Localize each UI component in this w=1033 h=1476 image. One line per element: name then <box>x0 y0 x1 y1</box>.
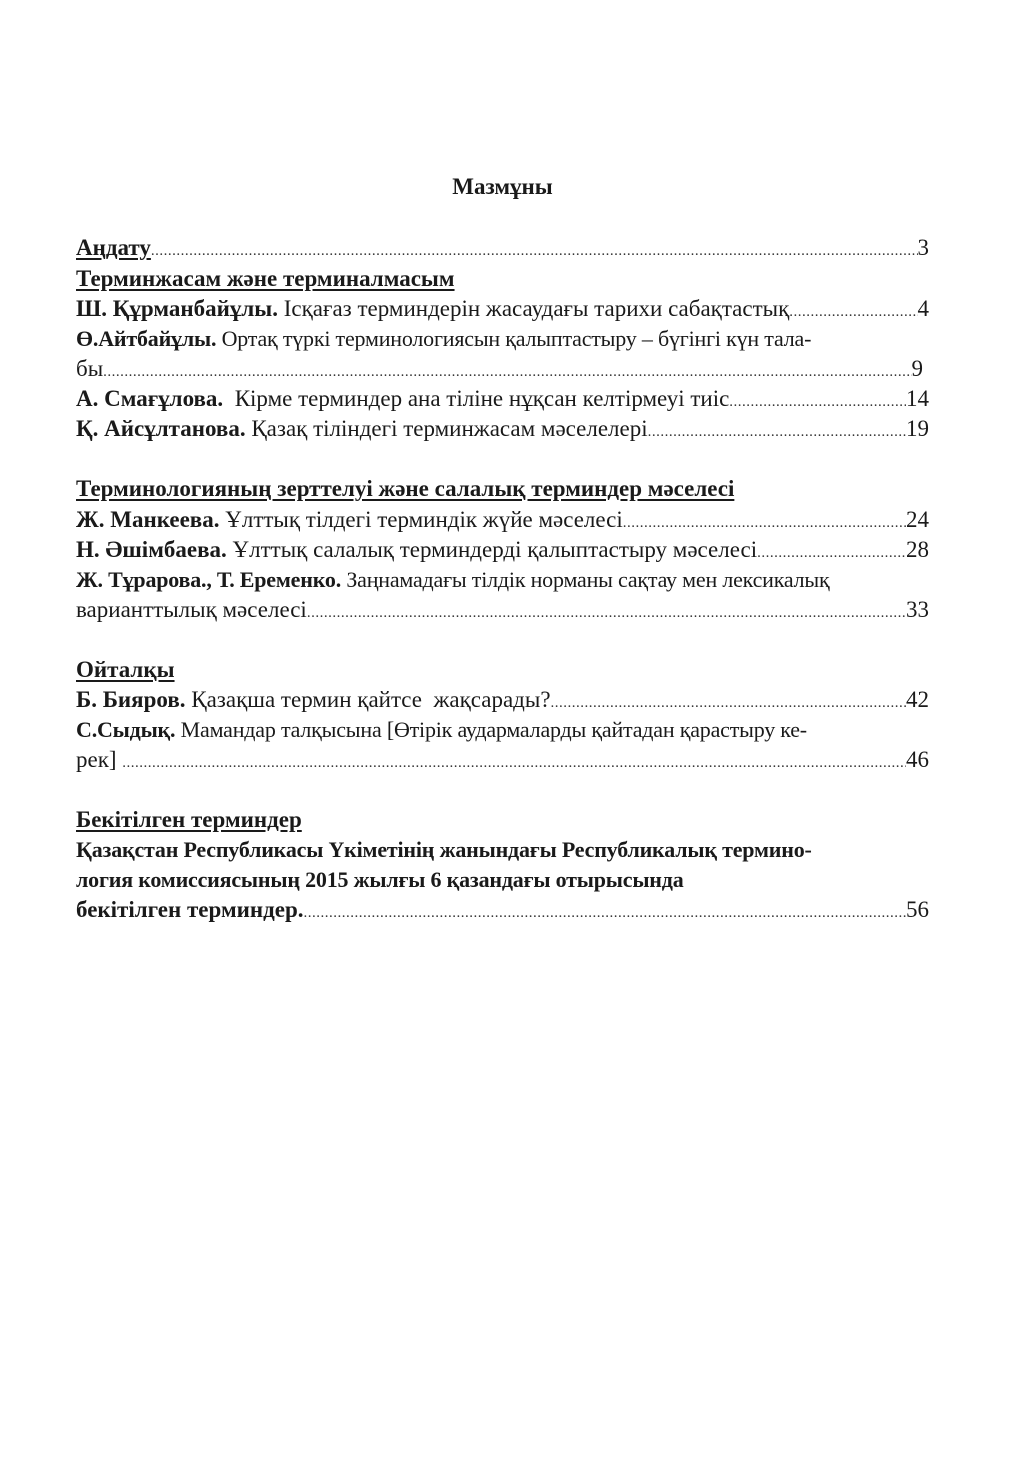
toc-page-number: 14 <box>906 386 929 411</box>
toc-entry-ashimbaeva[interactable] <box>76 535 929 565</box>
toc-leader-dots <box>304 898 907 928</box>
toc-page-number: 4 <box>917 296 929 321</box>
toc-page-number: 33 <box>906 597 929 622</box>
toc-entry-approved-line3[interactable] <box>76 895 929 925</box>
toc-page-number: 19 <box>906 416 929 441</box>
toc-entry-title: Ұлттық тілдегі терминдік жүйе мәселесі <box>225 507 623 532</box>
toc-page-number: 28 <box>906 537 929 562</box>
toc-page-number: 46 <box>906 747 929 772</box>
toc-page-number: 42 <box>906 687 929 712</box>
toc-entry-label: Аңдату <box>76 235 151 260</box>
toc-entry-aisultanova[interactable] <box>76 414 929 444</box>
section-heading-text: Ойталқы <box>76 657 175 682</box>
toc-entry-author: Ө.Айтбайұлы. <box>76 326 217 351</box>
toc-entry-author: Ж. Тұрарова., Т. Еременко. <box>76 567 341 592</box>
section-heading-terminjasam <box>76 264 929 294</box>
toc-entry-title-cont: бекітілген терминдер. <box>76 897 304 922</box>
toc-entry-title: Кірме терминдер ана тіліне нұқсан келтірмеуі тиіс <box>234 386 730 411</box>
toc-entry-title-cont: бы <box>76 356 104 381</box>
toc-entry-author: Ш. Құрманбайұлы. <box>76 296 279 321</box>
toc-entry-sydyk-line1[interactable] <box>76 715 929 745</box>
toc-entry-smagulova[interactable] <box>76 384 929 414</box>
toc-entry-author: Ж. Манкеева. <box>76 507 220 532</box>
toc-leader-dots <box>757 538 906 568</box>
section-heading-oitalky <box>76 655 929 685</box>
toc-leader-dots <box>729 387 906 417</box>
toc-page-number: 9 <box>911 356 923 381</box>
toc-entry-author: Н. Әшімбаева. <box>76 537 227 562</box>
toc-entry-turarova-line2[interactable] <box>76 595 929 625</box>
toc-entry-aitbaiuly-line2[interactable] <box>76 354 929 384</box>
toc-entry-title: Мамандар талқысына [Өтірік аудармаларды қайтадан қарастыру ке- <box>180 717 807 742</box>
section-heading-text: Терминологияның зерттелуі және салалық терминдер мәселесі <box>76 476 735 501</box>
toc-leader-dots <box>103 357 911 387</box>
toc-entry-author: Қ. Айсұлтанова. <box>76 416 246 441</box>
page-title: Мазмұны <box>452 174 553 199</box>
toc-entry-title: Заңнамадағы тілдік норманы сақтау мен лексикалық <box>346 567 830 592</box>
toc-leader-dots <box>122 748 906 778</box>
toc-entry-author: С.Сыдық. <box>76 717 176 742</box>
toc-entry-kurmanbaiuly[interactable] <box>76 294 929 324</box>
section-heading-terminology-research <box>76 474 929 504</box>
toc-page-number: 3 <box>917 235 929 260</box>
toc-entry-title-cont: варианттылық мәселесі <box>76 597 307 622</box>
toc-entry-title-cont: логия комиссиясының 2015 жылғы 6 қазандағы отырысында <box>76 867 684 892</box>
toc-entry-sydyk-line2[interactable] <box>76 745 929 775</box>
toc-entry-title: Ұлттық салалық терминдерді қалыптастыру мәселесі <box>232 537 758 562</box>
toc-entry-author: Б. Бияров. <box>76 687 186 712</box>
toc-entry-biyarov[interactable] <box>76 685 929 715</box>
toc-entry-title: Қазақстан Республикасы Үкіметінің жанындағы Республикалық термино- <box>76 837 812 862</box>
toc-page-number: 56 <box>906 897 929 922</box>
toc-page-number: 24 <box>906 507 929 532</box>
toc-leader-dots <box>151 236 918 266</box>
toc-entry-approved-line2[interactable] <box>76 865 929 895</box>
toc-entry-turarova-line1[interactable] <box>76 565 929 595</box>
toc-entry-title: Ортақ түркі терминологиясын қалыптастыру – бүгінгі күн тала- <box>221 326 812 351</box>
toc-entry-approved-line1[interactable] <box>76 835 929 865</box>
toc-entry-title-cont: рек] <box>76 747 123 772</box>
toc-leader-dots <box>648 417 906 447</box>
toc-entry-andatu[interactable] <box>76 233 929 263</box>
section-heading-approved-terms <box>76 805 929 835</box>
section-heading-text: Терминжасам және терминалмасым <box>76 266 455 291</box>
toc-entry-title: Ісқағаз терминдерін жасаудағы тарихи сабақтастық <box>283 296 790 321</box>
toc-leader-dots <box>551 688 906 718</box>
toc-leader-dots <box>623 508 906 538</box>
toc-leader-dots <box>789 297 917 327</box>
toc-entry-title: Қазақша термин қайтсе жақсарады? <box>191 687 551 712</box>
toc-leader-dots <box>307 598 906 628</box>
toc-entry-aitbaiuly-line1[interactable] <box>76 324 929 354</box>
toc-entry-author: А. Смағұлова. <box>76 386 224 411</box>
section-heading-text: Бекітілген терминдер <box>76 807 302 832</box>
toc-entry-title: Қазақ тіліндегі терминжасам мәселелері <box>251 416 648 441</box>
toc-entry-mankeeva[interactable] <box>76 505 929 535</box>
